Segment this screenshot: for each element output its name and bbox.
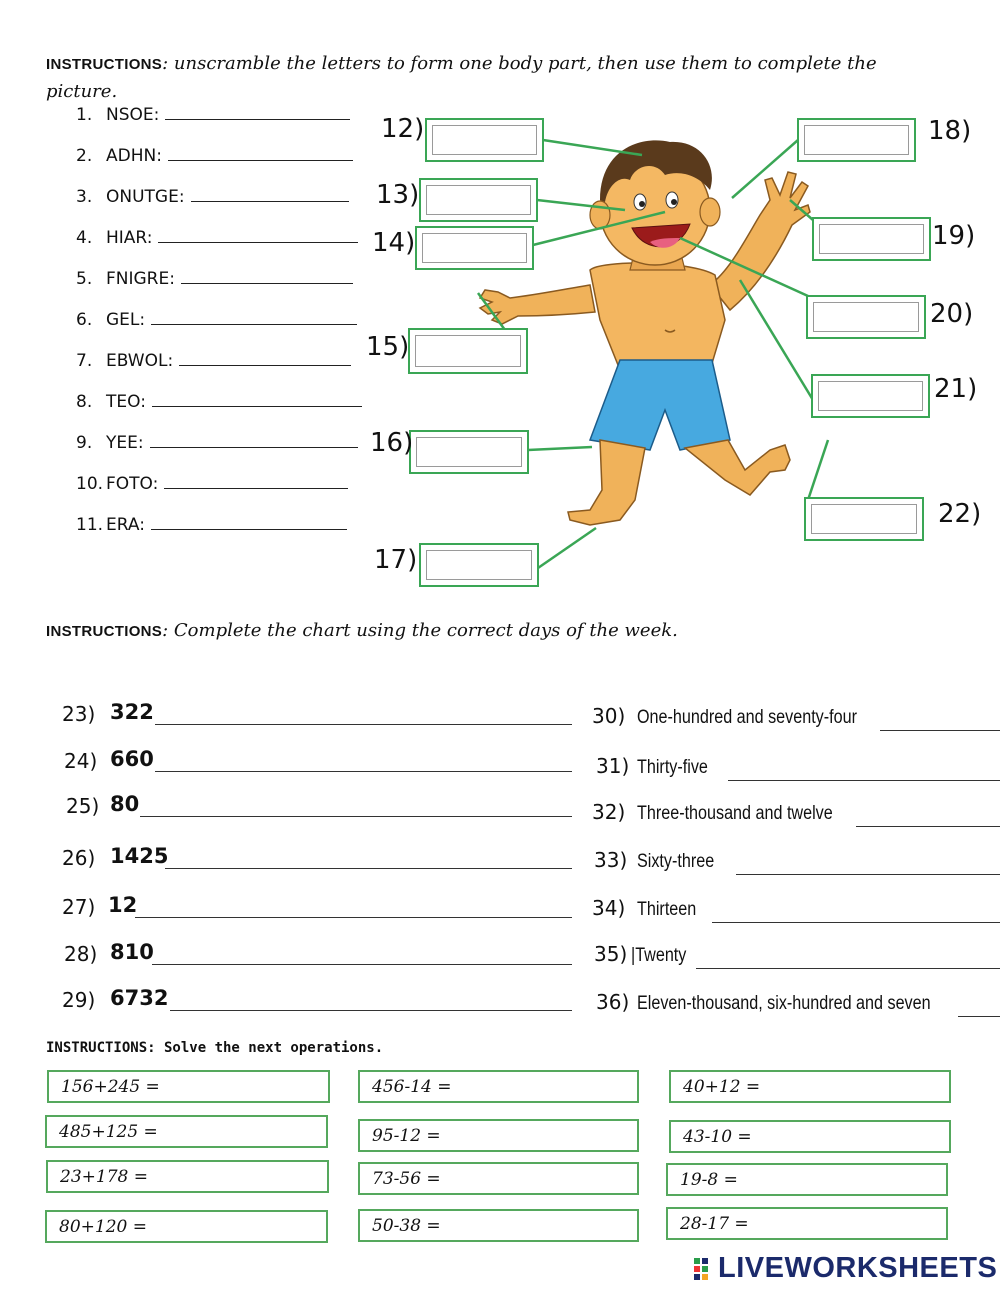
answer-box-inner xyxy=(416,437,522,467)
instructions-label: INSTRUCTIONS xyxy=(46,56,163,73)
item-number: 5. xyxy=(76,269,93,289)
instructions-operations: INSTRUCTIONS: Solve the next operations. xyxy=(46,1040,384,1056)
answer-box-inner xyxy=(422,233,527,263)
answer-box-inner xyxy=(426,185,531,215)
number-words: Thirty-five xyxy=(637,757,708,778)
item-number: 2. xyxy=(76,146,93,166)
operation-box[interactable] xyxy=(669,1120,951,1153)
number-value: 810 xyxy=(110,940,154,964)
number-value: 6732 xyxy=(110,986,169,1010)
operation-text: 19-8 = xyxy=(680,1170,738,1190)
item-number: 3. xyxy=(76,187,93,207)
item-number: 7. xyxy=(76,351,93,371)
number-words: Thirteen xyxy=(637,899,697,920)
row-index: 25) xyxy=(66,794,100,818)
number-value: 12 xyxy=(108,893,138,917)
operation-text: 73-56 = xyxy=(372,1169,441,1189)
body-part-label-number: 15) xyxy=(366,332,410,362)
body-part-answer-box[interactable] xyxy=(409,430,529,474)
operation-box[interactable] xyxy=(358,1162,639,1195)
row-index: 23) xyxy=(62,702,96,726)
number-words: Eleven-thousand, six-hundred and seven xyxy=(637,993,931,1014)
body-part-label-number: 21) xyxy=(934,374,978,404)
item-number: 6. xyxy=(76,310,93,330)
answer-line[interactable] xyxy=(736,874,1000,875)
row-index: 28) xyxy=(64,942,98,966)
item-number: 8. xyxy=(76,392,93,412)
row-index: 33) xyxy=(594,848,628,872)
number-value: 322 xyxy=(110,700,154,724)
operation-box[interactable] xyxy=(666,1163,948,1196)
operation-box[interactable] xyxy=(358,1070,639,1103)
operation-text: 156+245 = xyxy=(61,1077,160,1097)
number-value: 660 xyxy=(110,747,154,771)
scrambled-word: EBWOL: xyxy=(106,351,174,371)
number-words: |Twenty xyxy=(631,945,687,966)
liveworksheets-logo-icon xyxy=(694,1258,716,1280)
body-part-label-number: 18) xyxy=(928,116,972,146)
answer-box-inner xyxy=(818,381,923,411)
scrambled-word: FNIGRE: xyxy=(106,269,175,289)
answer-line[interactable] xyxy=(958,1016,1000,1017)
body-part-label-number: 19) xyxy=(932,221,976,251)
body-part-label-number: 16) xyxy=(370,428,414,458)
number-value: 1425 xyxy=(110,844,169,868)
answer-box-inner xyxy=(804,125,909,155)
body-part-answer-box[interactable] xyxy=(804,497,924,541)
operation-text: 80+120 = xyxy=(59,1217,147,1237)
row-index: 36) xyxy=(596,990,630,1014)
row-index: 24) xyxy=(64,749,98,773)
scrambled-word: ONUTGE: xyxy=(106,187,185,207)
answer-line[interactable] xyxy=(696,968,1000,969)
operation-text: 28-17 = xyxy=(680,1214,749,1234)
row-index: 29) xyxy=(62,988,96,1012)
operation-text: 485+125 = xyxy=(59,1122,158,1142)
body-part-label-number: 20) xyxy=(930,299,974,329)
operation-box[interactable] xyxy=(47,1070,330,1103)
operation-box[interactable] xyxy=(45,1210,328,1243)
row-index: 26) xyxy=(62,846,96,870)
body-part-answer-box[interactable] xyxy=(425,118,544,162)
scrambled-word: GEL: xyxy=(106,310,146,330)
row-index: 27) xyxy=(62,895,96,919)
answer-line[interactable] xyxy=(712,922,1000,923)
words-row xyxy=(0,848,1000,878)
answer-box-inner xyxy=(813,302,919,332)
body-part-answer-box[interactable] xyxy=(419,543,539,587)
answer-box-inner xyxy=(819,224,924,254)
row-index: 30) xyxy=(592,704,626,728)
operation-box[interactable] xyxy=(45,1115,328,1148)
row-index: 31) xyxy=(596,754,630,778)
body-part-answer-box[interactable] xyxy=(811,374,930,418)
instructions-text: : unscramble the letters to form one body part, then use them to complete the picture. xyxy=(46,53,877,102)
operation-box[interactable] xyxy=(358,1209,639,1242)
row-index: 34) xyxy=(592,896,626,920)
scrambled-word: FOTO: xyxy=(106,474,159,494)
body-part-label-number: 17) xyxy=(374,545,418,575)
answer-box-inner xyxy=(432,125,537,155)
item-number: 10. xyxy=(76,474,104,494)
answer-line[interactable] xyxy=(728,780,1000,781)
body-part-answer-box[interactable] xyxy=(812,217,931,261)
instructions-label: INSTRUCTIONS xyxy=(46,623,163,640)
answer-box-inner xyxy=(415,335,521,367)
scrambled-word: ERA: xyxy=(106,515,145,535)
row-index: 32) xyxy=(592,800,626,824)
words-row xyxy=(0,800,1000,830)
number-value: 80 xyxy=(110,792,140,816)
answer-box-inner xyxy=(811,504,917,534)
item-number: 1. xyxy=(76,105,93,125)
number-words: Sixty-three xyxy=(637,851,715,872)
scrambled-word: ADHN: xyxy=(106,146,162,166)
answer-line[interactable] xyxy=(856,826,1000,827)
scrambled-word: YEE: xyxy=(106,433,144,453)
operation-text: 23+178 = xyxy=(60,1167,148,1187)
answer-line[interactable] xyxy=(880,730,1000,731)
words-row xyxy=(0,942,1000,972)
body-part-label-number: 13) xyxy=(376,180,420,210)
row-index: 35) xyxy=(594,942,628,966)
item-number: 4. xyxy=(76,228,93,248)
operation-text: 50-38 = xyxy=(372,1216,441,1236)
scrambled-word: NSOE: xyxy=(106,105,160,125)
body-part-answer-box[interactable] xyxy=(408,328,528,374)
liveworksheets-logo: LIVEWORKSHEETS xyxy=(718,1252,998,1284)
instructions-text: : Complete the chart using the correct days of the week. xyxy=(162,620,678,641)
body-part-answer-box[interactable] xyxy=(806,295,926,339)
words-row xyxy=(0,990,1000,1020)
body-part-label-number: 12) xyxy=(381,114,425,144)
operation-text: 95-12 = xyxy=(372,1126,441,1146)
operation-box[interactable] xyxy=(358,1119,639,1152)
body-part-answer-box[interactable] xyxy=(797,118,916,162)
number-words: One-hundred and seventy-four xyxy=(637,707,857,728)
item-number: 11. xyxy=(76,515,104,535)
body-part-label-number: 14) xyxy=(372,228,416,258)
operation-text: 456-14 = xyxy=(372,1077,452,1097)
operation-box[interactable] xyxy=(669,1070,951,1103)
instructions-chart xyxy=(46,620,946,641)
number-words: Three-thousand and twelve xyxy=(637,803,833,824)
operation-text: 43-10 = xyxy=(683,1127,752,1147)
body-part-answer-box[interactable] xyxy=(419,178,538,222)
words-row xyxy=(0,754,1000,784)
body-part-answer-box[interactable] xyxy=(415,226,534,270)
operation-box[interactable] xyxy=(46,1160,329,1193)
operation-box[interactable] xyxy=(666,1207,948,1240)
operation-text: 40+12 = xyxy=(683,1077,761,1097)
words-row xyxy=(0,704,1000,734)
scrambled-word: HIAR: xyxy=(106,228,153,248)
body-part-label-number: 22) xyxy=(938,499,982,529)
answer-box-inner xyxy=(426,550,532,580)
item-number: 9. xyxy=(76,433,93,453)
scrambled-word: TEO: xyxy=(106,392,146,412)
words-row xyxy=(0,896,1000,926)
